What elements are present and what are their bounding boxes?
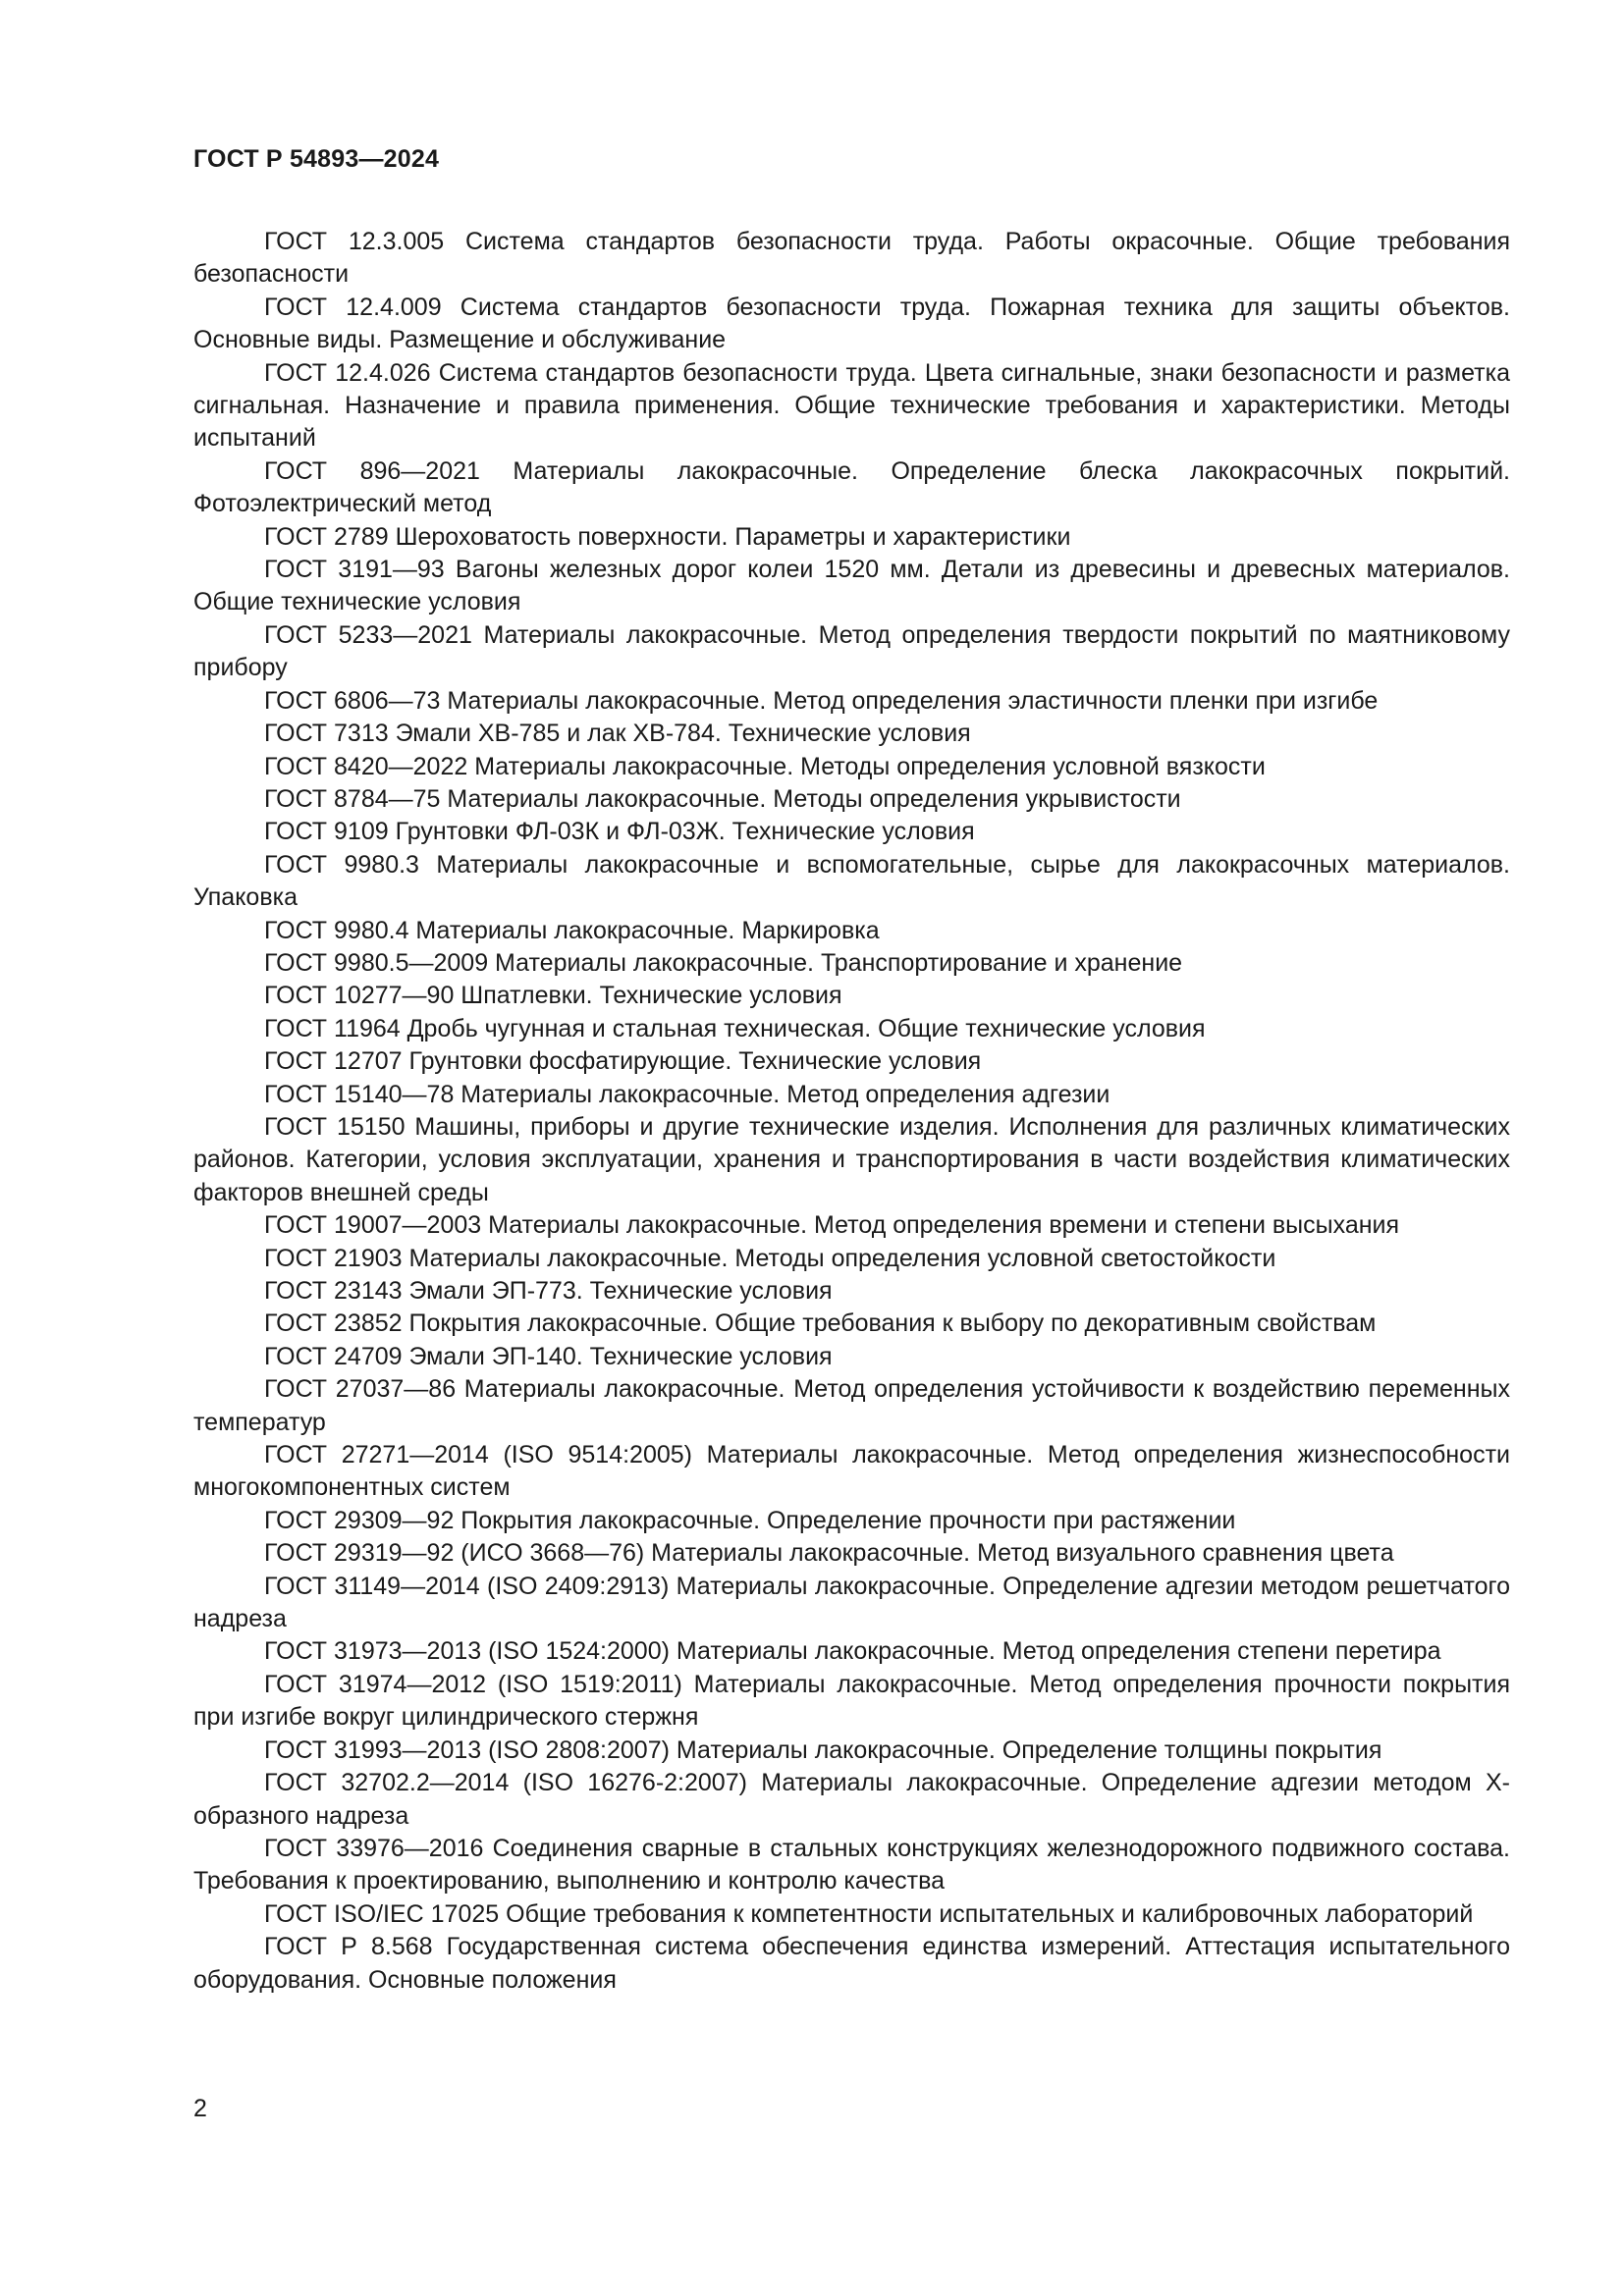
reference-item: ГОСТ 9109 Грунтовки ФЛ-03К и ФЛ-03Ж. Технические условия <box>264 818 975 846</box>
reference-item: ГОСТ 11964 Дробь чугунная и стальная техническая. Общие технические условия <box>264 1014 1206 1042</box>
reference-item: ГОСТ 12.4.026 Система стандартов безопасности труда. Цвета сигнальные, знаки безопасности и разметка сигнальная. Назначение и правила применения. Общие технические требования и характеристики. Методы испытаний <box>193 358 1510 453</box>
reference-item: ГОСТ 15150 Машины, приборы и другие технические изделия. Исполнения для различных климатических районов. Категории, условия эксплуатации, хранения и транспортирования в части воздействия климатических факторов внешней среды <box>193 1112 1510 1206</box>
reference-item: ГОСТ 31973—2013 (ISO 1524:2000) Материалы лакокрасочные. Метод определения степени перетира <box>264 1637 1441 1666</box>
reference-item: ГОСТ 2789 Шероховатость поверхности. Параметры и характеристики <box>264 522 1071 551</box>
reference-item: ГОСТ 15140—78 Материалы лакокрасочные. Метод определения адгезии <box>264 1080 1110 1108</box>
document-header: ГОСТ Р 54893—2024 <box>193 145 440 173</box>
reference-item: ГОСТ 27037—86 Материалы лакокрасочные. Метод определения устойчивости к воздействию переменных температур <box>193 1375 1510 1436</box>
reference-item: ГОСТ 31149—2014 (ISO 2409:2913) Материалы лакокрасочные. Определение адгезии методом решетчатого надреза <box>193 1572 1510 1633</box>
reference-item: ГОСТ 896—2021 Материалы лакокрасочные. Определение блеска лакокрасочных покрытий. Фотоэлектрический метод <box>193 456 1510 518</box>
reference-item: ГОСТ 9980.3 Материалы лакокрасочные и вспомогательные, сырье для лакокрасочных материалов. Упаковка <box>193 850 1510 912</box>
reference-item: ГОСТ 7313 Эмали ХВ-785 и лак ХВ-784. Технические условия <box>264 720 971 748</box>
reference-item: ГОСТ 8784—75 Материалы лакокрасочные. Методы определения укрывистости <box>264 784 1181 813</box>
reference-item: ГОСТ 32702.2—2014 (ISO 16276-2:2007) Материалы лакокрасочные. Определение адгезии методом Х-образного надреза <box>193 1769 1510 1830</box>
reference-item: ГОСТ 29319—92 (ИСО 3668—76) Материалы лакокрасочные. Метод визуального сравнения цвета <box>264 1539 1394 1568</box>
reference-item: ГОСТ 19007—2003 Материалы лакокрасочные. Метод определения времени и степени высыхания <box>264 1211 1400 1240</box>
normative-references-list <box>193 226 1510 1997</box>
reference-item: ГОСТ 3191—93 Вагоны железных дорог колеи 1520 мм. Детали из древесины и древесных материалов. Общие технические условия <box>193 556 1510 616</box>
reference-item: ГОСТ 5233—2021 Материалы лакокрасочные. Метод определения твердости покрытий по маятниковому прибору <box>193 620 1510 682</box>
reference-item: ГОСТ 27271—2014 (ISO 9514:2005) Материалы лакокрасочные. Метод определения жизнеспособности многокомпонентных систем <box>193 1441 1510 1502</box>
reference-item: ГОСТ 24709 Эмали ЭП-140. Технические условия <box>264 1342 833 1370</box>
page-number: 2 <box>193 2095 207 2122</box>
reference-item: ГОСТ 10277—90 Шпатлевки. Технические условия <box>264 982 842 1010</box>
reference-item: ГОСТ 23143 Эмали ЭП-773. Технические условия <box>264 1277 833 1305</box>
reference-item: ГОСТ 33976—2016 Соединения сварные в стальных конструкциях железнодорожного подвижного состава. Требования к проектированию, выполнению и контролю качества <box>193 1834 1510 1896</box>
reference-item: ГОСТ 12.4.009 Система стандартов безопасности труда. Пожарная техника для защиты объектов. Основные виды. Размещение и обслуживание <box>193 293 1510 354</box>
reference-item: ГОСТ 29309—92 Покрытия лакокрасочные. Определение прочности при растяжении <box>264 1506 1236 1534</box>
reference-item: ГОСТ 21903 Материалы лакокрасочные. Методы определения условной светостойкости <box>264 1244 1276 1272</box>
reference-item: ГОСТ 8420—2022 Материалы лакокрасочные. Методы определения условной вязкости <box>264 752 1266 780</box>
reference-item: ГОСТ 23852 Покрытия лакокрасочные. Общие требования к выбору по декоративным свойствам <box>264 1309 1377 1338</box>
reference-item: ГОСТ 9980.4 Материалы лакокрасочные. Маркировка <box>264 916 880 944</box>
reference-item: ГОСТ 31993—2013 (ISO 2808:2007) Материалы лакокрасочные. Определение толщины покрытия <box>264 1735 1382 1764</box>
reference-item: ГОСТ 12.3.005 Система стандартов безопасности труда. Работы окрасочные. Общие требования безопасности <box>193 228 1510 289</box>
reference-item: ГОСТ ISO/IEC 17025 Общие требования к компетентности испытательных и калибровочных лабораторий <box>264 1899 1474 1928</box>
reference-item: ГОСТ Р 8.568 Государственная система обеспечения единства измерений. Аттестация испытательного оборудования. Основные положения <box>193 1933 1510 1994</box>
reference-item: ГОСТ 31974—2012 (ISO 1519:2011) Материалы лакокрасочные. Метод определения прочности покрытия при изгибе вокруг цилиндрического стержня <box>193 1670 1510 1732</box>
reference-item: ГОСТ 9980.5—2009 Материалы лакокрасочные. Транспортирование и хранение <box>264 948 1183 977</box>
reference-item: ГОСТ 6806—73 Материалы лакокрасочные. Метод определения эластичности пленки при изгибе <box>264 686 1379 715</box>
reference-item: ГОСТ 12707 Грунтовки фосфатирующие. Технические условия <box>264 1047 982 1076</box>
